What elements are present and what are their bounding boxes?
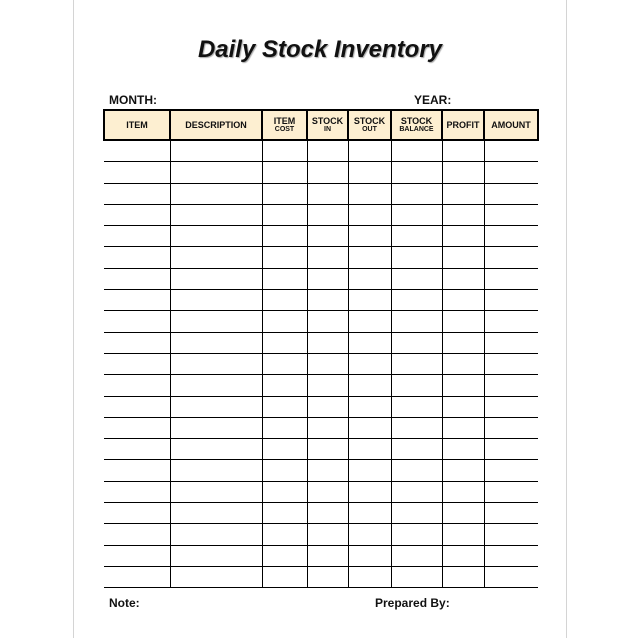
column-header-line2: BALANCE (399, 126, 434, 133)
table-cell (391, 545, 442, 566)
table-cell (307, 183, 348, 204)
column-header-line2: COST (274, 126, 295, 133)
table-cell (484, 247, 538, 268)
table-cell (307, 545, 348, 566)
table-cell (391, 290, 442, 311)
table-header-row (104, 110, 538, 140)
table-cell (262, 226, 307, 247)
table-cell (170, 353, 262, 374)
column-header-description (170, 110, 262, 140)
table-cell (442, 290, 484, 311)
table-cell (348, 268, 391, 289)
table-cell (170, 460, 262, 481)
table-cell (442, 481, 484, 502)
table-cell (262, 524, 307, 545)
table-cell (262, 290, 307, 311)
column-header-amount (484, 110, 538, 140)
month-label: MONTH: (109, 93, 157, 107)
note-label: Note: (109, 596, 140, 610)
table-cell (391, 332, 442, 353)
table-cell (170, 226, 262, 247)
column-header-line1: STOCK (311, 116, 344, 126)
inventory-table (103, 109, 539, 588)
column-header-line1: STOCK (400, 116, 433, 126)
table-cell (104, 162, 170, 183)
table-cell (307, 375, 348, 396)
table-cell (391, 311, 442, 332)
table-row (104, 247, 538, 268)
table-cell (104, 460, 170, 481)
table-cell (104, 140, 170, 162)
table-cell (307, 290, 348, 311)
column-header-line1: AMOUNT (491, 120, 531, 130)
table-cell (442, 332, 484, 353)
table-cell (104, 503, 170, 524)
table-cell (348, 311, 391, 332)
table-cell (442, 183, 484, 204)
table-cell (307, 140, 348, 162)
column-header-profit (442, 110, 484, 140)
table-cell (484, 566, 538, 587)
table-cell (104, 204, 170, 225)
table-cell (307, 439, 348, 460)
table-cell (484, 290, 538, 311)
table-cell (104, 566, 170, 587)
table-cell (170, 439, 262, 460)
table-cell (262, 566, 307, 587)
table-cell (391, 268, 442, 289)
table-cell (442, 268, 484, 289)
table-cell (170, 481, 262, 502)
table-row (104, 268, 538, 289)
table-cell (104, 226, 170, 247)
table-cell (484, 503, 538, 524)
table-cell (348, 545, 391, 566)
table-cell (104, 524, 170, 545)
table-cell (262, 183, 307, 204)
table-cell (262, 460, 307, 481)
table-cell (262, 417, 307, 438)
table-cell (442, 566, 484, 587)
table-row (104, 290, 538, 311)
table-cell (391, 396, 442, 417)
table-cell (442, 524, 484, 545)
table-cell (442, 439, 484, 460)
table-cell (442, 140, 484, 162)
table-cell (262, 375, 307, 396)
table-cell (104, 439, 170, 460)
table-cell (442, 353, 484, 374)
table-row (104, 375, 538, 396)
table-cell (170, 396, 262, 417)
table-cell (104, 332, 170, 353)
table-cell (104, 353, 170, 374)
table-cell (262, 481, 307, 502)
table-cell (348, 503, 391, 524)
document-title: Daily Stock Inventory (197, 36, 443, 63)
table-cell (442, 503, 484, 524)
table-cell (391, 140, 442, 162)
column-header-line1: ITEM (126, 120, 148, 130)
table-cell (442, 545, 484, 566)
table-cell (484, 183, 538, 204)
table-cell (484, 460, 538, 481)
table-cell (307, 566, 348, 587)
table-cell (484, 417, 538, 438)
table-cell (484, 545, 538, 566)
table-row (104, 353, 538, 374)
table-cell (170, 332, 262, 353)
table-cell (348, 162, 391, 183)
table-cell (442, 162, 484, 183)
table-cell (170, 204, 262, 225)
table-cell (307, 204, 348, 225)
table-cell (262, 311, 307, 332)
table-cell (262, 545, 307, 566)
table-cell (104, 545, 170, 566)
table-cell (391, 439, 442, 460)
table-body (104, 140, 538, 588)
table-cell (484, 375, 538, 396)
table-cell (348, 375, 391, 396)
table-row (104, 332, 538, 353)
table-row (104, 503, 538, 524)
column-header-stock-out (348, 110, 391, 140)
table-cell (307, 503, 348, 524)
table-cell (307, 268, 348, 289)
table-row (104, 183, 538, 204)
table-row (104, 524, 538, 545)
table-cell (391, 183, 442, 204)
table-row (104, 311, 538, 332)
table-cell (170, 140, 262, 162)
table-cell (262, 268, 307, 289)
table-cell (307, 162, 348, 183)
column-header-item-cost (262, 110, 307, 140)
table-cell (348, 226, 391, 247)
table-cell (484, 524, 538, 545)
table-cell (348, 353, 391, 374)
table-row (104, 566, 538, 587)
table-cell (484, 439, 538, 460)
table-cell (391, 375, 442, 396)
table-row (104, 417, 538, 438)
table-cell (391, 353, 442, 374)
table-cell (104, 481, 170, 502)
table-cell (170, 503, 262, 524)
table-cell (307, 353, 348, 374)
table-cell (348, 140, 391, 162)
table-cell (348, 417, 391, 438)
table-cell (348, 481, 391, 502)
table-cell (348, 439, 391, 460)
table-cell (391, 162, 442, 183)
table-cell (484, 311, 538, 332)
table-cell (391, 460, 442, 481)
table-cell (262, 396, 307, 417)
table-row (104, 460, 538, 481)
table-cell (170, 311, 262, 332)
column-header-stock-balance (391, 110, 442, 140)
table-cell (262, 439, 307, 460)
table-cell (391, 247, 442, 268)
table-cell (262, 332, 307, 353)
table-row (104, 545, 538, 566)
column-header-item (104, 110, 170, 140)
table-cell (262, 503, 307, 524)
table-cell (348, 247, 391, 268)
table-cell (170, 268, 262, 289)
table-cell (104, 290, 170, 311)
table-cell (391, 204, 442, 225)
table-row (104, 396, 538, 417)
table-cell (104, 183, 170, 204)
table-cell (170, 183, 262, 204)
table-cell (484, 353, 538, 374)
table-cell (307, 524, 348, 545)
table-cell (442, 396, 484, 417)
table-cell (170, 247, 262, 268)
column-header-line2: IN (324, 126, 331, 133)
table-cell (348, 460, 391, 481)
table-cell (170, 290, 262, 311)
table-row (104, 140, 538, 162)
table-cell (307, 481, 348, 502)
table-row (104, 162, 538, 183)
table-cell (170, 524, 262, 545)
table-cell (484, 162, 538, 183)
table-cell (348, 566, 391, 587)
table-cell (262, 204, 307, 225)
table-cell (262, 353, 307, 374)
table-cell (104, 396, 170, 417)
table-cell (104, 268, 170, 289)
table-cell (170, 566, 262, 587)
table-cell (442, 204, 484, 225)
table-cell (170, 162, 262, 183)
table-cell (104, 417, 170, 438)
year-label: YEAR: (414, 93, 452, 107)
column-header-line1: ITEM (273, 116, 296, 126)
table-cell (484, 332, 538, 353)
table-cell (307, 332, 348, 353)
table-cell (484, 140, 538, 162)
table-cell (307, 460, 348, 481)
table-cell (484, 226, 538, 247)
table-row (104, 439, 538, 460)
table-cell (442, 417, 484, 438)
column-header-line2: OUT (362, 126, 377, 133)
column-header-line1: DESCRIPTION (185, 120, 247, 130)
table-cell (307, 396, 348, 417)
table-row (104, 226, 538, 247)
table-cell (348, 524, 391, 545)
table-cell (262, 140, 307, 162)
table-cell (262, 247, 307, 268)
table-cell (391, 503, 442, 524)
table-cell (442, 247, 484, 268)
table-cell (484, 396, 538, 417)
table-cell (348, 332, 391, 353)
table-row (104, 204, 538, 225)
table-cell (262, 162, 307, 183)
table-cell (307, 311, 348, 332)
table-cell (391, 417, 442, 438)
table-row (104, 481, 538, 502)
table-cell (348, 396, 391, 417)
table-cell (391, 226, 442, 247)
column-header-line1: STOCK (353, 116, 386, 126)
column-header-stock-in (307, 110, 348, 140)
document-page (73, 0, 567, 638)
table-cell (484, 204, 538, 225)
table-cell (348, 183, 391, 204)
table-cell (170, 375, 262, 396)
table-cell (104, 375, 170, 396)
table-cell (307, 226, 348, 247)
table-cell (170, 417, 262, 438)
prepared-by-label: Prepared By: (375, 596, 450, 610)
table-cell (307, 417, 348, 438)
table-cell (442, 226, 484, 247)
table-cell (391, 566, 442, 587)
table-cell (442, 375, 484, 396)
table-cell (307, 247, 348, 268)
table-cell (484, 481, 538, 502)
table-cell (391, 524, 442, 545)
table-cell (484, 268, 538, 289)
table-cell (442, 460, 484, 481)
table-cell (348, 204, 391, 225)
table-cell (442, 311, 484, 332)
table-cell (104, 247, 170, 268)
column-header-line1: PROFIT (446, 120, 480, 130)
table-cell (391, 481, 442, 502)
table-cell (104, 311, 170, 332)
table-cell (348, 290, 391, 311)
table-cell (170, 545, 262, 566)
